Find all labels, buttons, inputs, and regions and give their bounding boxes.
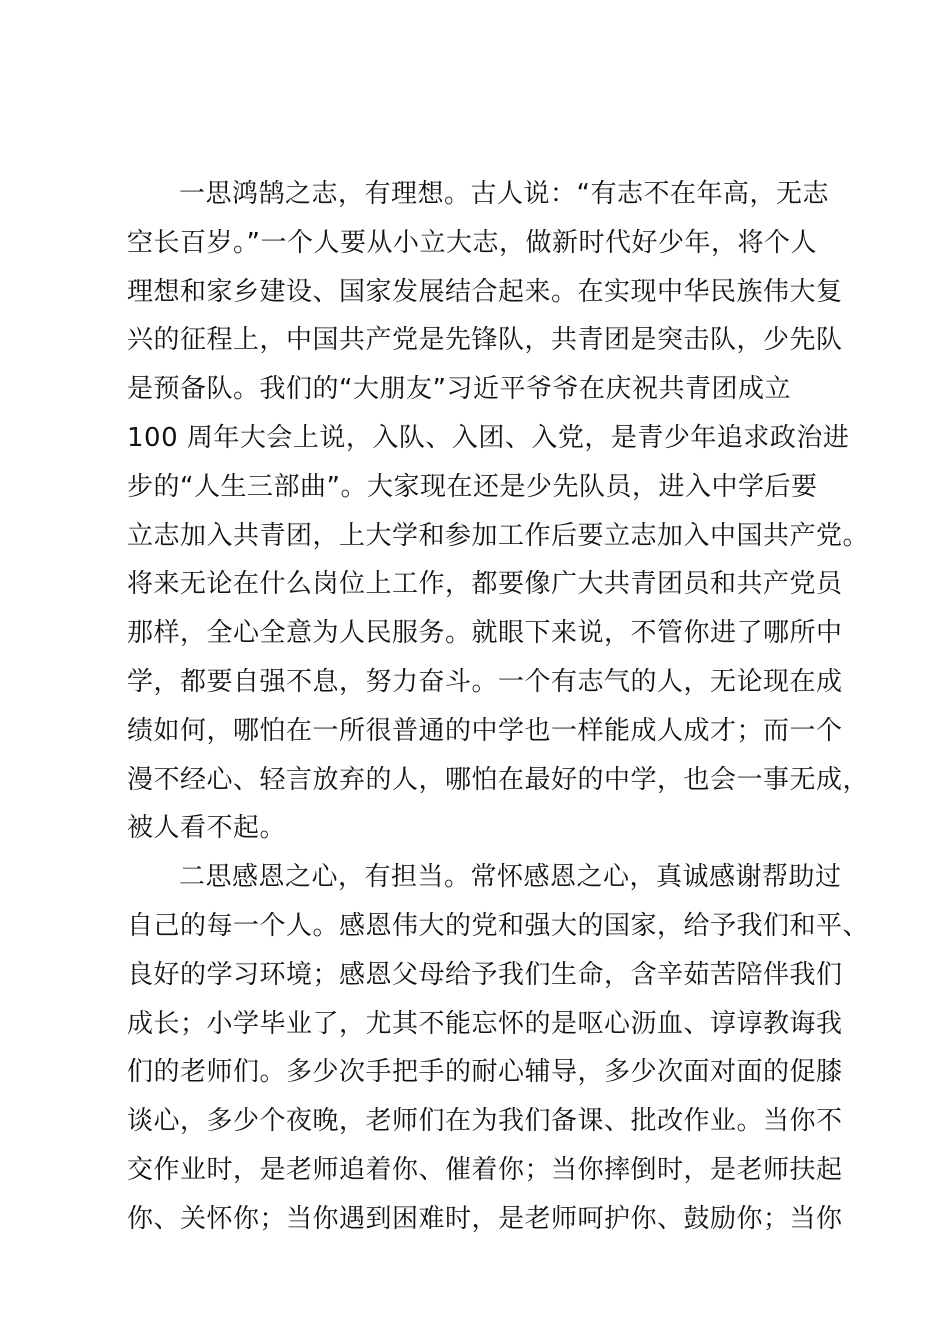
text-line: 将来无论在什么岗位上工作，都要像广大共青团员和共产党员 (127, 569, 843, 600)
text-line: 你、关怀你；当你遇到困难时，是老师呵护你、鼓励你；当你 (127, 1203, 843, 1234)
paragraph-gratitude (127, 853, 870, 1243)
text-line: 谈心，多少个夜晚，老师们在为我们备课、批改作业。当你不 (127, 1106, 843, 1137)
paragraph-ideal (127, 170, 870, 853)
text-line: 理想和家乡建设、国家发展结合起来。在实现中华民族伟大复 (127, 276, 843, 307)
text-line: 自己的每一个人。感恩伟大的党和强大的国家，给予我们和平、 (127, 910, 870, 941)
text-line: 一思鸿鹄之志，有理想。古人说：“有志不在年高，无志 (179, 179, 829, 209)
text-line: 空长百岁。”一个人要从小立大志，做新时代好少年，将个人 (127, 227, 817, 258)
text-line: 二思感恩之心，有担当。常怀感恩之心，真诚感谢帮助过 (179, 862, 842, 893)
text-line: 漫不经心、轻言放弃的人，哪怕在最好的中学，也会一事无成， (127, 764, 870, 795)
text-line: 成长；小学毕业了，尤其不能忘怀的是呕心沥血、谆谆教诲我 (127, 1008, 843, 1039)
text-line: 绩如何，哪怕在一所很普通的中学也一样能成人成才；而一个 (127, 715, 843, 746)
text-line: 被人看不起。 (127, 813, 287, 844)
text-line: 步的“人生三部曲”。大家现在还是少先队员，进入中学后要 (127, 471, 818, 502)
text-line: 兴的征程上，中国共产党是先锋队，共青团是突击队，少先队 (127, 325, 843, 356)
text-line: 立志加入共青团，上大学和参加工作后要立志加入中国共产党。 (127, 520, 870, 551)
text-line: 是预备队。我们的“大朋友”习近平爷爷在庆祝共青团成立 (127, 374, 791, 405)
text-line: 良好的学习环境；感恩父母给予我们生命，含辛茹苦陪伴我们 (127, 959, 843, 990)
text-line: 100 周年大会上说，入队、入团、入党，是青少年追求政治进 (127, 422, 850, 453)
document-body (127, 170, 870, 1244)
text-line: 学，都要自强不息，努力奋斗。一个有志气的人，无论现在成 (127, 666, 843, 697)
text-line: 那样，全心全意为人民服务。就眼下来说，不管你进了哪所中 (127, 618, 843, 649)
text-line: 们的老师们。多少次手把手的耐心辅导，多少次面对面的促膝 (127, 1057, 843, 1088)
text-line: 交作业时，是老师追着你、催着你；当你摔倒时，是老师扶起 (127, 1154, 843, 1185)
